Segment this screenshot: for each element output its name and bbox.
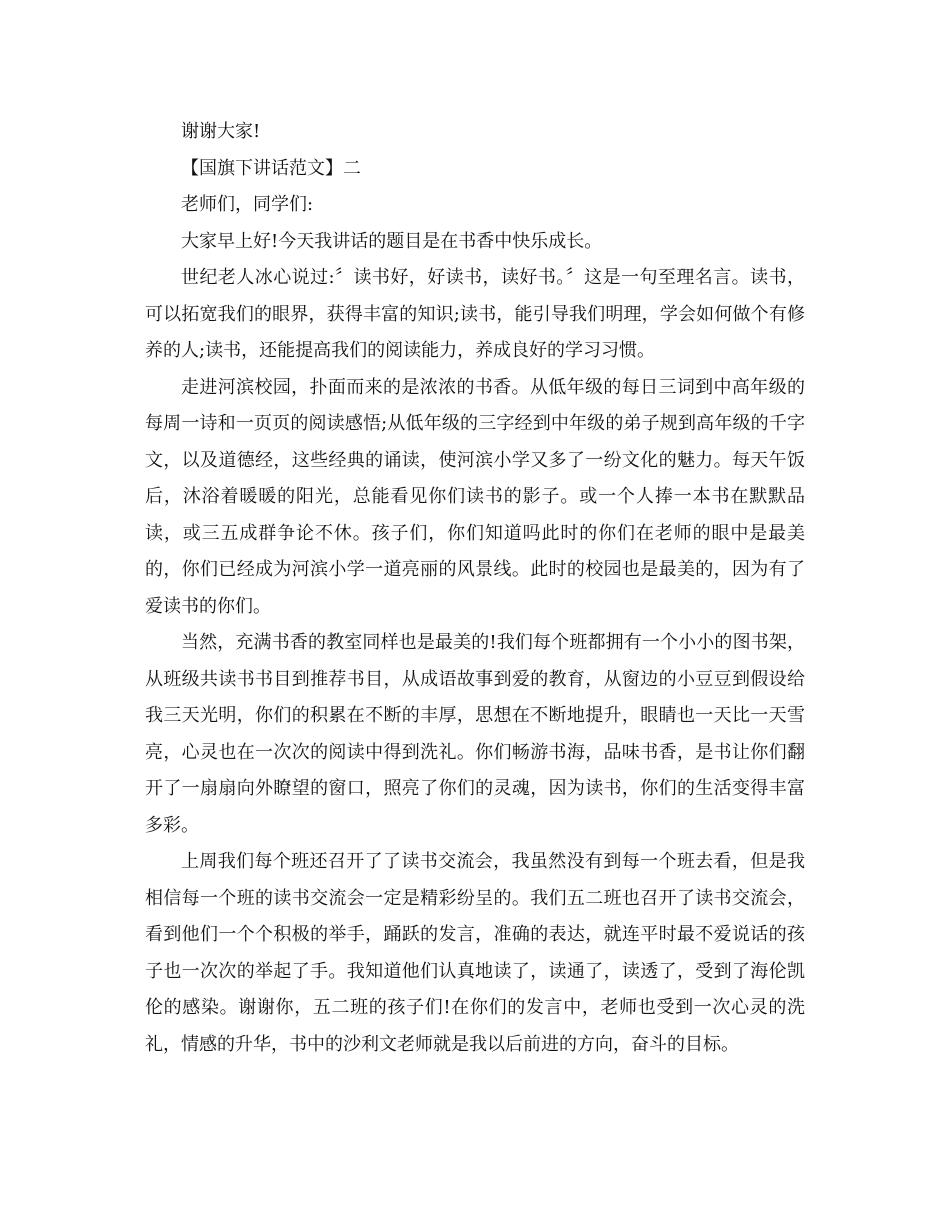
paragraph: 世纪老人冰心说过:〞读书好，好读书，读好书。〞这是一句至理名言。读书，可以拓宽我们的眼界，获得丰富的知识;读书，能引导我们明理，学会如何做个有修养的人;读书，还能提高我们的阅读能力，养成良好的学习习惯。 (145, 267, 805, 361)
paragraph: 大家早上好!今天我讲话的题目是在书香中快乐成长。 (181, 230, 603, 252)
paragraph: 当然，充满书香的教室同样也是最美的!我们每个班都拥有一个小小的图书架，从班级共读书书目到推荐书目，从成语故事到爱的教育，从窗边的小豆豆到假设给我三天光明，你们的积累在不断的丰厚，思想在不断地提升，眼睛也一天比一天雪亮，心灵也在一次次的阅读中得到洗礼。你们畅游书海，品味书香，是书让你们翻开了一扇扇向外瞭望的窗口，照亮了你们的灵魂，因为读书，你们的生活变得丰富多彩。 (145, 632, 805, 836)
paragraph: 走进河滨校园，扑面而来的是浓浓的书香。从低年级的每日三词到中高年级的每周一诗和一页页的阅读感悟;从低年级的三字经到中年级的弟子规到高年级的千字文，以及道德经，这些经典的诵读，使河滨小学又多了一纷文化的魅力。每天午饭后，沐浴着暖暖的阳光，总能看见你们读书的影子。或一个人捧一本书在默默品读，或三五成群争论不休。孩子们，你们知道吗此时的你们在老师的眼中是最美的，你们已经成为河滨小学一道亮丽的风景线。此时的校园也是最美的，因为有了爱读书的你们。 (145, 376, 805, 617)
section-heading: 【国旗下讲话范文】二 (181, 157, 361, 179)
paragraph: 上周我们每个班还召开了了读书交流会，我虽然没有到每一个班去看，但是我相信每一个班的读书交流会一定是精彩纷呈的。我们五二班也召开了读书交流会，看到他们一个个积极的举手，踊跃的发言，准确的表达，就连平时最不爱说话的孩子也一次次的举起了手。我知道他们认真地读了，读通了，读透了，受到了海伦凯伦的感染。谢谢你，五二班的孩子们!在你们的发言中，老师也受到一次心灵的洗礼，情感的升华，书中的沙利文老师就是我以后前进的方向，奋斗的目标。 (145, 851, 805, 1055)
document-body (145, 114, 805, 1063)
closing-thanks: 谢谢大家! (181, 121, 261, 142)
salutation: 老师们，同学们: (181, 194, 314, 215)
